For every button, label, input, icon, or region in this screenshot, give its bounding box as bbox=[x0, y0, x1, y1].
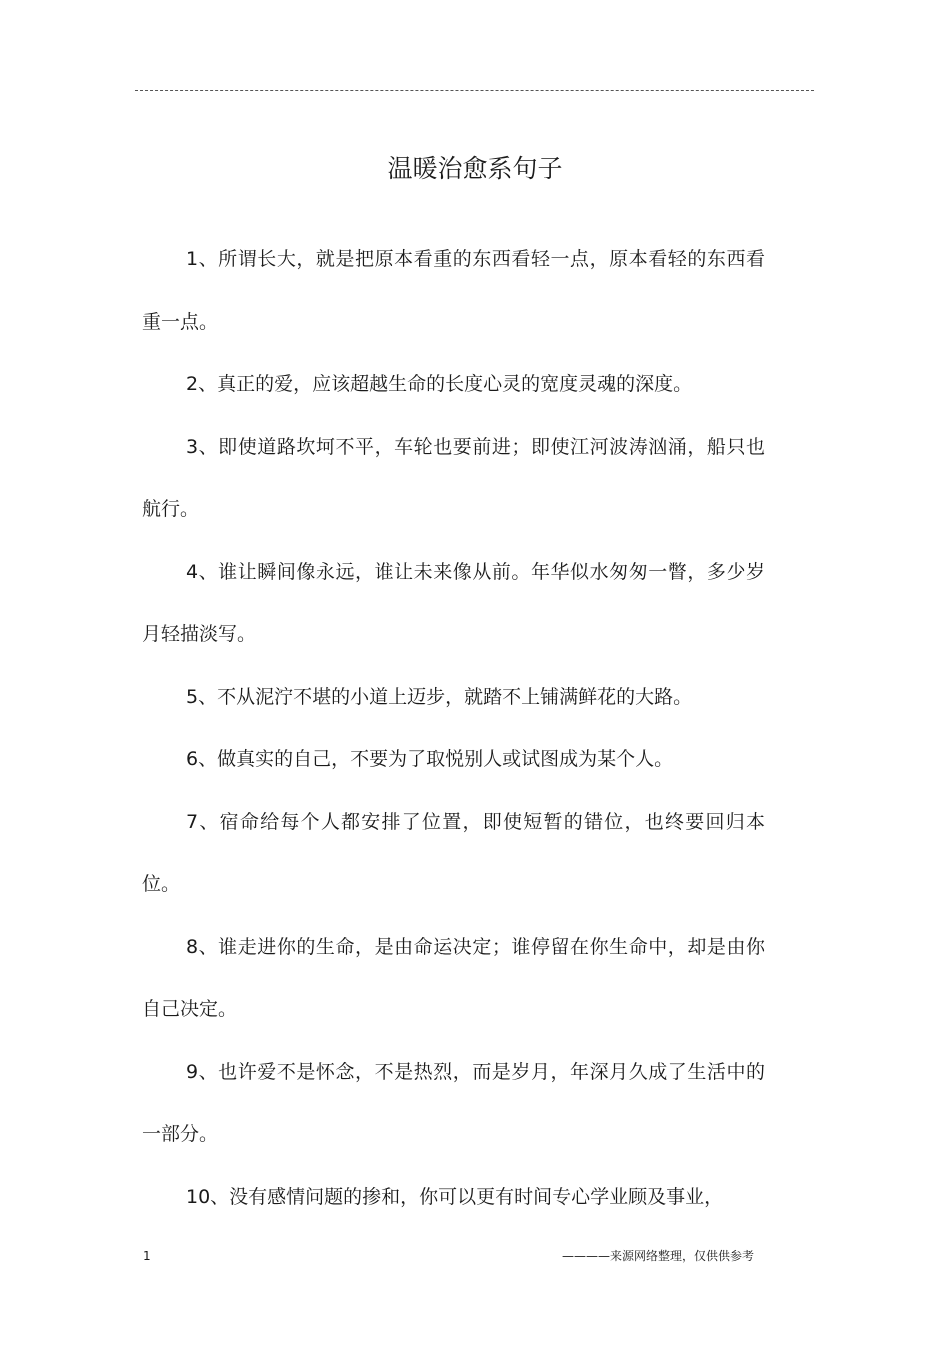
paragraph-1: 1、所谓长大，就是把原本看重的东西看轻一点，原本看轻的东西看重一点。 bbox=[142, 248, 765, 333]
paragraph-8: 8、谁走进你的生命，是由命运决定；谁停留在你生命中，却是由你自己决定。 bbox=[142, 935, 765, 1020]
paragraph-2: 2、真正的爱，应该超越生命的长度心灵的宽度灵魂的深度。 bbox=[186, 373, 693, 395]
source-note: ————来源网络整理，仅供供参考 bbox=[561, 1249, 754, 1263]
document-body bbox=[142, 228, 765, 1228]
paragraph-9: 9、也许爱不是怀念，不是热烈，而是岁月，年深月久成了生活中的一部分。 bbox=[142, 1060, 765, 1145]
header-divider bbox=[135, 90, 814, 91]
paragraph-5: 5、不从泥泞不堪的小道上迈步，就踏不上铺满鲜花的大路。 bbox=[186, 685, 693, 708]
page-number: 1 bbox=[143, 1249, 151, 1263]
paragraph-3: 3、即使道路坎坷不平，车轮也要前进；即使江河波涛汹涌，船只也航行。 bbox=[142, 435, 765, 520]
paragraph-6: 6、做真实的自己，不要为了取悦别人或试图成为某个人。 bbox=[186, 748, 674, 770]
paragraph-10: 10、没有感情问题的掺和，你可以更有时间专心学业顾及事业， bbox=[186, 1185, 724, 1208]
paragraph-4: 4、谁让瞬间像永远，谁让未来像从前。年华似水匆匆一瞥，多少岁月轻描淡写。 bbox=[142, 560, 765, 645]
paragraph-7: 7、宿命给每个人都安排了位置，即使短暂的错位，也终要回归本位。 bbox=[142, 810, 765, 895]
document-title: 温暖治愈系句子 bbox=[387, 154, 563, 183]
